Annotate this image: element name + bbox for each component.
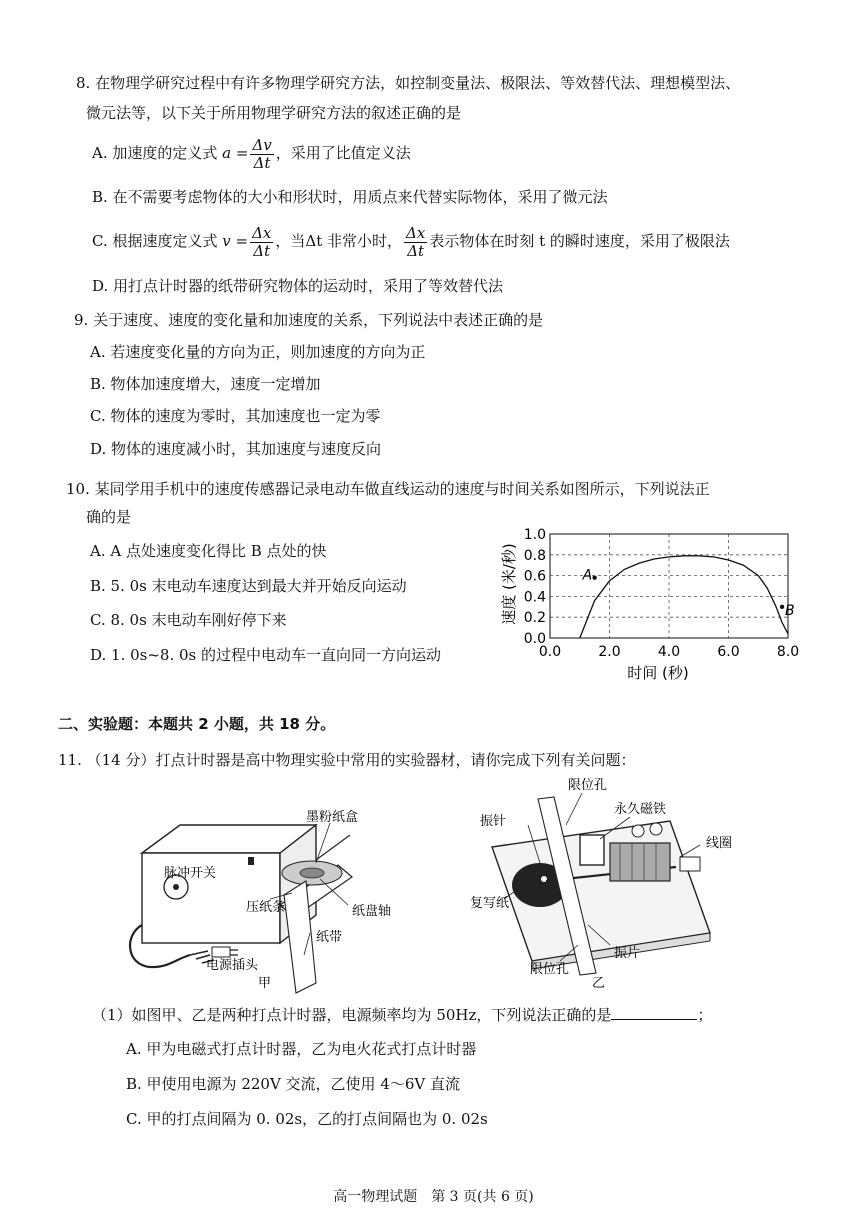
label-toner-box: 墨粉纸盒	[306, 810, 359, 825]
q8-stem-line2: 微元法等，以下关于所用物理学研究方法的叙述正确的是	[86, 104, 462, 122]
q10-option-d: D. 1. 0s~8. 0s 的过程中电动车一直向同一方向运动	[90, 646, 442, 664]
page-footer: 高一物理试题 第 3 页(共 6 页)	[333, 1189, 534, 1205]
chart-y-label: 速度 (米/秒)	[500, 543, 518, 625]
chart-y-tick-label: 0.8	[523, 547, 546, 564]
q8-c-numerator: Δx	[252, 223, 272, 242]
figure-yi-electromagnetic-timer	[470, 775, 770, 990]
label-vibrating-needle: 振针	[480, 814, 507, 829]
chart-x-tick-label: 8.0	[776, 644, 800, 660]
q8-a-fraction	[250, 137, 273, 172]
q11-stem: 11. （14 分）打点计时器是高中物理实验中常用的实验器材，请你完成下列有关问题：	[58, 751, 636, 769]
chart-point-B	[780, 605, 784, 609]
q8-a-formula-lhs: a =	[222, 144, 249, 162]
q11-option-a: A. 甲为电磁式打点计时器，乙为电火花式打点计时器	[126, 1040, 477, 1058]
figure-jia-caption: 甲	[258, 976, 272, 991]
q11-sub1-answer-blank[interactable]	[611, 1005, 697, 1020]
label-limit-hole-bottom: 限位孔	[530, 962, 570, 977]
chart-x-tick-label: 2.0	[598, 644, 621, 660]
q8-option-d: D. 用打点计时器的纸带研究物体的运动时，采用了等效替代法	[92, 277, 504, 295]
label-limit-hole-top: 限位孔	[568, 778, 608, 793]
figure-yi-caption: 乙	[592, 976, 606, 990]
label-paper-tape: 纸带	[316, 930, 343, 945]
chart-x-tick-label: 0.0	[538, 644, 562, 660]
label-reel-axle: 纸盘轴	[352, 904, 392, 919]
figure-jia-spark-timer	[120, 805, 410, 995]
chart-y-tick-label: 1.0	[523, 527, 546, 543]
q8-option-b: B. 在不需要考虑物体的大小和形状时，用质点来代替实际物体，采用了微元法	[92, 188, 608, 206]
label-permanent-magnet: 永久磁铁	[614, 802, 667, 817]
q11-option-c: C. 甲的打点间隔为 0. 02s，乙的打点间隔也为 0. 02s	[126, 1110, 488, 1128]
chart-point-label-A: A	[582, 567, 593, 584]
velocity-time-chart	[490, 520, 820, 690]
q8-c-fraction	[250, 225, 273, 260]
chart-point-A	[592, 575, 596, 579]
chart-ticks	[524, 527, 799, 660]
q11-sub1-text: （1）如图甲、乙是两种打点计时器，电源频率均为 50Hz，下列说法正确的是	[92, 1006, 612, 1024]
label-pulse-switch: 脉冲开关	[164, 866, 217, 881]
q8-c-denominator2: Δt	[407, 241, 425, 260]
q9-option-c: C. 物体的速度为零时，其加速度也一定为零	[90, 407, 381, 425]
q9-option-a: A. 若速度变化量的方向为正，则加速度的方向为正	[90, 343, 426, 361]
q10-stem-line1: 10. 某同学用手机中的速度传感器记录电动车做直线运动的速度与时间关系如图所示，下列说法正	[66, 480, 710, 498]
q8-stem-line1: 8. 在物理学研究过程中有许多物理学研究方法，如控制变量法、极限法、等效替代法、理想模型法、	[76, 74, 741, 92]
q11-sub1-end: ；	[697, 1006, 713, 1024]
chart-series	[580, 556, 788, 638]
q8-a-text-end: ，采用了比值定义法	[275, 144, 411, 162]
q10-option-c: C. 8. 0s 末电动车刚好停下来	[90, 611, 287, 629]
q8-c-denominator: Δt	[253, 241, 271, 260]
q10-stem-line2: 确的是	[86, 508, 132, 526]
q8-c-formula-lhs: v =	[222, 232, 249, 250]
chart-y-tick-label: 0.6	[523, 568, 546, 585]
q8-option-c	[92, 224, 730, 260]
chart-y-tick-label: 0.0	[523, 631, 546, 647]
chart-y-tick-label: 0.4	[523, 589, 546, 606]
label-vibrating-plate: 振片	[614, 946, 641, 961]
q9-option-b: B. 物体加速度增大，速度一定增加	[90, 375, 321, 393]
chart-y-tick-label: 0.2	[523, 610, 546, 627]
q8-c-text: C. 根据速度定义式	[92, 232, 218, 250]
q8-c-fraction2	[404, 225, 427, 260]
q8-c-numerator2: Δx	[406, 223, 426, 242]
q8-a-numerator: Δv	[252, 135, 272, 154]
label-press-strip: 压纸条	[246, 900, 286, 915]
q9-option-d: D. 物体的速度减小时，其加速度与速度反向	[90, 440, 382, 458]
q8-c-text-mid: ，当Δt 非常小时，	[275, 232, 403, 250]
q8-a-text: A. 加速度的定义式	[92, 144, 218, 162]
label-coil: 线圈	[706, 836, 733, 851]
chart-point-label-B: B	[785, 602, 795, 619]
chart-x-label: 时间 (秒)	[627, 664, 689, 682]
q8-a-denominator: Δt	[253, 153, 271, 172]
q9-stem: 9. 关于速度、速度的变化量和加速度的关系，下列说法中表述正确的是	[74, 311, 544, 329]
chart-series-line	[580, 556, 788, 638]
label-power-plug: 电源插头	[206, 958, 259, 973]
label-carbon-paper: 复写纸	[470, 896, 510, 911]
q10-option-a: A. A 点处速度变化得比 B 点处的快	[90, 542, 327, 560]
chart-x-tick-label: 6.0	[717, 644, 740, 660]
section-2-title: 二、实验题：本题共 2 小题，共 18 分。	[58, 715, 336, 733]
q8-option-a	[92, 136, 411, 172]
q10-option-b: B. 5. 0s 末电动车速度达到最大并开始反向运动	[90, 577, 407, 595]
q11-sub1	[92, 1005, 712, 1025]
chart-x-tick-label: 4.0	[657, 644, 681, 660]
q11-option-b: B. 甲使用电源为 220V 交流，乙使用 4～6V 直流	[126, 1075, 461, 1093]
q8-c-text-end: 表示物体在时刻 t 的瞬时速度，采用了极限法	[429, 232, 730, 250]
